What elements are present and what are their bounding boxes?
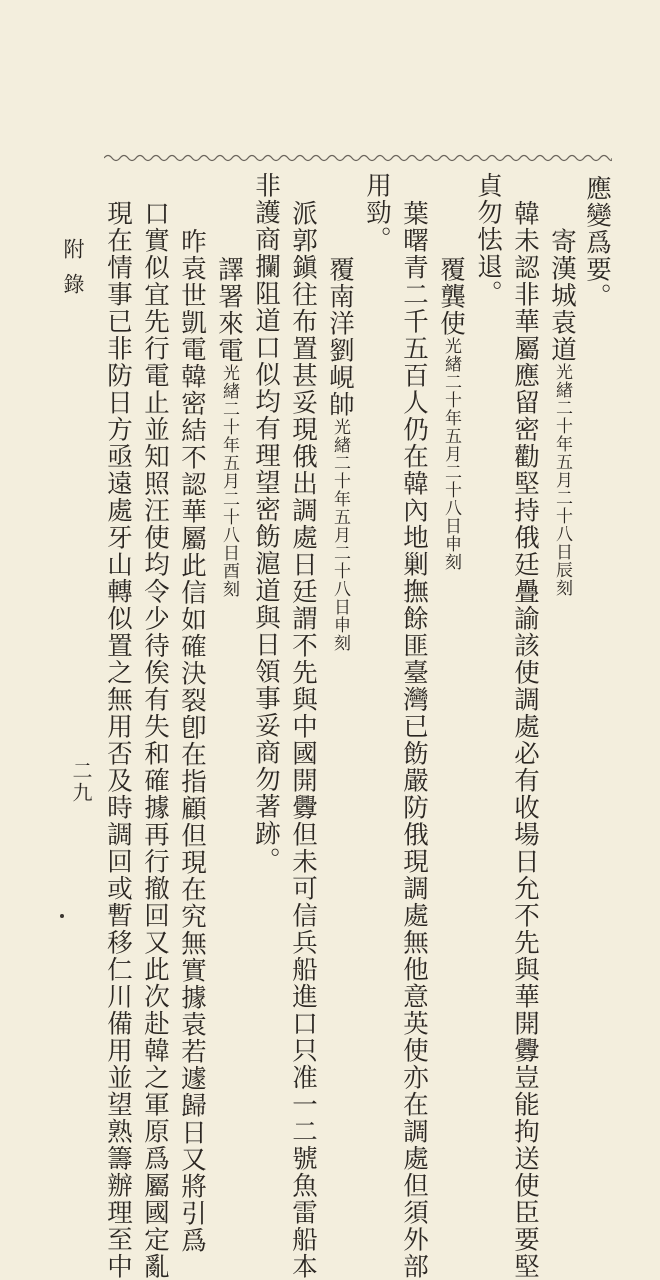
telegram-heading: 覆龔使光緖二十年五月二十八日申刻	[436, 256, 466, 571]
telegram-heading: 譯署來電光緖二十年五月二十八日酉刻	[214, 256, 244, 598]
page-number: 二九	[69, 760, 93, 804]
text-column: 昨袁世凱電韓密結不認華屬此信如確決裂卽在指顧但現在究無實據袁若遽歸日又將引爲	[177, 228, 207, 1254]
wavy-divider	[104, 152, 612, 164]
text-column: 葉曙青二千五百人仍在韓內地剿撫餘匪臺灣已飭嚴防俄現調處無他意英使亦在調處但須外部	[399, 200, 429, 1280]
text-column: 非護商攔阻道口似均有理望密飭滬道與日領事妥商勿著跡。	[251, 172, 281, 874]
text-column: 用勁。	[362, 172, 392, 253]
text-column: 韓未認非華屬應留密勸堅持俄廷疊諭該使調處必有收場日允不先與華開釁豈能拘送使臣要堅	[510, 200, 540, 1280]
section-label: 附錄	[61, 238, 85, 308]
telegram-heading: 寄漢城袁道光緖二十年五月二十八日辰刻	[547, 228, 577, 597]
text-column: 貞勿怯退。	[473, 172, 503, 307]
telegram-heading: 覆南洋劉峴帥光緖二十年五月二十八日申刻	[325, 256, 355, 652]
section-title: 應變爲要。	[582, 175, 612, 310]
text-column: 派郭鎭往布置甚妥現俄出調處日廷謂不先與中國開釁但未可信兵船進口只准一二號魚雷船本	[288, 200, 318, 1280]
text-column: 口實似宜先行電止並知照汪使均令少待俟有失和確據再行撤回又此次赴韓之軍原爲屬國定亂	[140, 200, 170, 1280]
text-column: 現在情事已非防日方亟遠處牙山轉似置之無用否及時調回或暫移仁川備用並望熟籌辦理至中	[103, 200, 133, 1280]
margin-mark	[60, 914, 64, 918]
